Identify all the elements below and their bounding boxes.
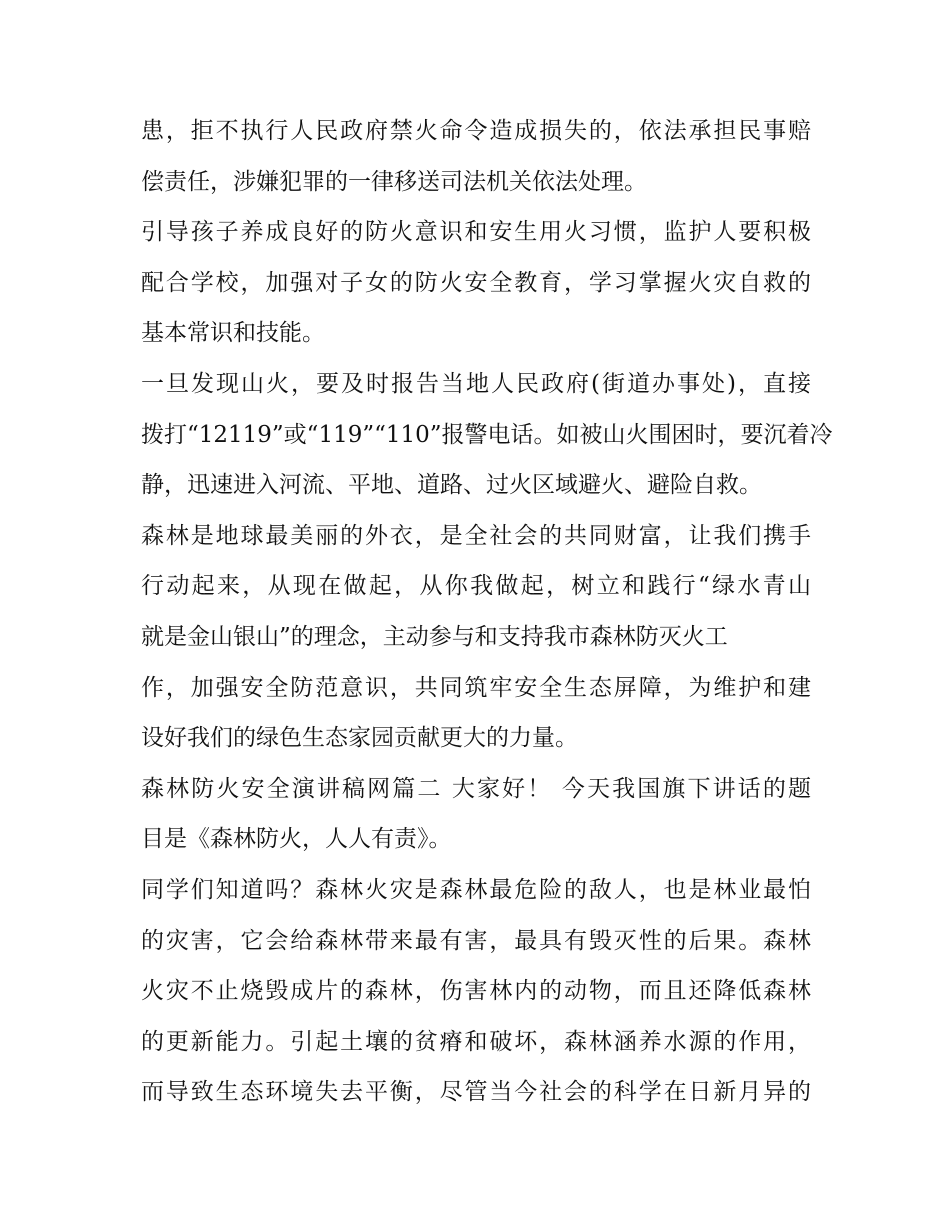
text-line: 森林防火安全演讲稿网篇二 大家好！ 今天我国旗下讲话的题 bbox=[141, 775, 811, 802]
text-line: 而导致生态环境失去平衡，尽管当今社会的科学在日新月异的 bbox=[141, 1079, 811, 1106]
text-line: 引导孩子养成良好的防火意识和安生用火习惯，监护人要积极 bbox=[141, 219, 811, 246]
text-line: 的灾害，它会给森林带来最有害，最具有毁灭性的后果。森林 bbox=[141, 927, 811, 954]
text-line: 设好我们的绿色生态家园贡献更大的力量。 bbox=[141, 725, 578, 752]
text-line: 森林是地球最美丽的外衣，是全社会的共同财富，让我们携手 bbox=[141, 522, 811, 549]
text-line: 目是《森林防火，人人有责》。 bbox=[141, 826, 452, 853]
text-line: 基本常识和技能。 bbox=[141, 320, 325, 347]
body-text bbox=[141, 106, 833, 1118]
text-line: 患，拒不执行人民政府禁火命令造成损失的，依法承担民事赔 bbox=[141, 118, 811, 144]
text-line: 就是金山银山”的理念，主动参与和支持我市森林防灭火工 bbox=[141, 623, 728, 650]
text-line: 行动起来，从现在做起，从你我做起，树立和践行“绿水青山 bbox=[141, 573, 811, 600]
text-line: 偿责任，涉嫌犯罪的一律移送司法机关依法处理。 bbox=[141, 168, 647, 195]
text-line: 拨打“12119”或“119”“110”报警电话。如被山火围困时，要沉着冷 bbox=[141, 421, 833, 448]
text-line: 火灾不止烧毁成片的森林，伤害林内的动物，而且还降低森林 bbox=[141, 978, 811, 1005]
text-line: 作，加强安全防范意识，共同筑牢安全生态屏障，为维护和建 bbox=[141, 674, 811, 701]
text-line: 一旦发现山火，要及时报告当地人民政府(街道办事处)，直接 bbox=[141, 370, 811, 397]
text-line: 的更新能力。引起土壤的贫瘠和破坏，森林涵养水源的作用， bbox=[141, 1028, 811, 1055]
text-line: 同学们知道吗？森林火灾是森林最危险的敌人，也是林业最怕 bbox=[141, 876, 811, 903]
text-line: 静，迅速进入河流、平地、道路、过火区域避火、避险自救。 bbox=[141, 472, 762, 499]
text-line: 配合学校，加强对子女的防火安全教育，学习掌握火灾自救的 bbox=[141, 269, 811, 296]
